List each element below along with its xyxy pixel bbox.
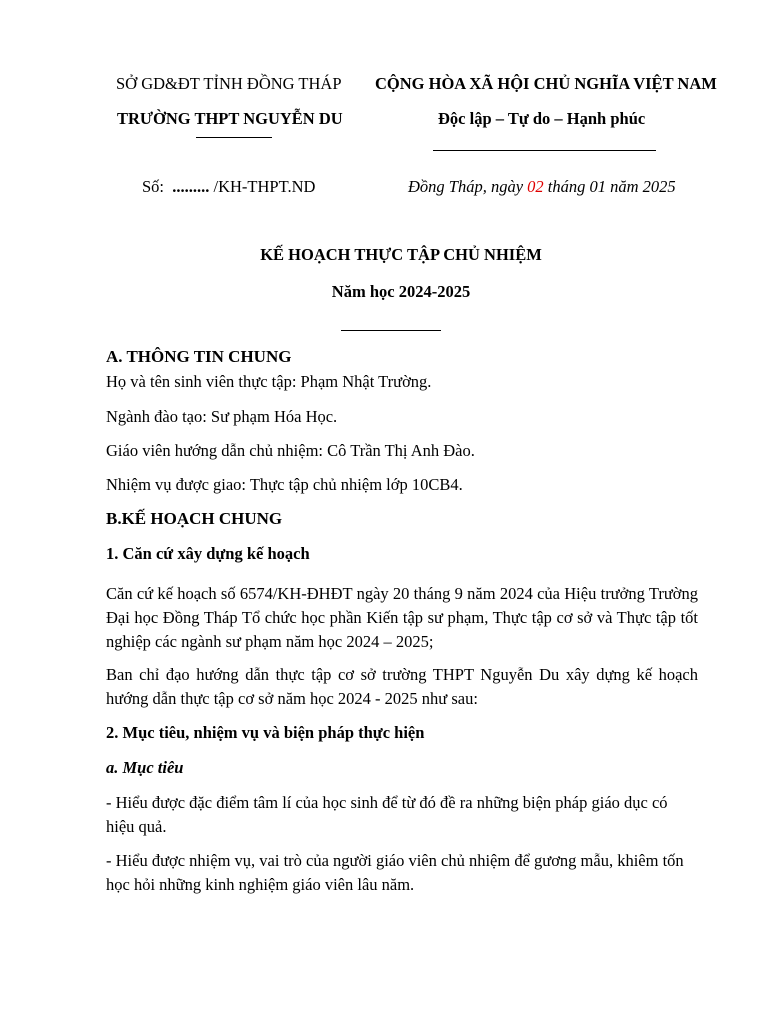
document-date bbox=[408, 177, 676, 197]
motto: Độc lập – Tự do – Hạnh phúc bbox=[438, 109, 646, 128]
objective-bullet-1: - Hiểu được đặc điểm tâm lí của học sinh để từ đó đề ra những biện pháp giáo dục có hiệu quả. bbox=[106, 793, 668, 836]
document-number bbox=[142, 177, 315, 197]
number-dots: ......... bbox=[172, 177, 210, 196]
subsection-2-heading: 2. Mục tiêu, nhiệm vụ và biện pháp thực hiện bbox=[106, 723, 425, 742]
date-suffix: tháng 01 năm 2025 bbox=[547, 177, 676, 196]
supervisor: Giáo viên hướng dẫn chủ nhiệm: Cô Trần Thị Anh Đào. bbox=[106, 441, 475, 460]
objective-bullet-2: - Hiểu được nhiệm vụ, vai trò của người giáo viên chủ nhiệm để gương mẫu, khiêm tốn học hỏi những kinh nghiệm giáo viên lâu năm. bbox=[106, 851, 684, 894]
section-b-heading: B.KẾ HOẠCH CHUNG bbox=[106, 509, 283, 528]
date-day: 02 bbox=[527, 177, 544, 196]
major: Ngành đào tạo: Sư phạm Hóa Học. bbox=[106, 407, 338, 426]
country-name: CỘNG HÒA XÃ HỘI CHỦ NGHĨA VIỆT NAM bbox=[375, 74, 717, 93]
school-year: Năm học 2024-2025 bbox=[331, 282, 471, 301]
date-prefix: Đồng Tháp, ngày bbox=[408, 177, 524, 196]
number-label: Số: bbox=[142, 177, 165, 196]
right-header-rule bbox=[433, 150, 656, 151]
subsection-2a-heading: a. Mục tiêu bbox=[106, 758, 184, 777]
number-suffix: /KH-THPT.ND bbox=[213, 177, 316, 196]
paragraph-basis: Căn cứ kế hoạch số 6574/KH-ĐHĐT ngày 20 tháng 9 năm 2024 của Hiệu trưởng Trường Đại học Đồng Tháp Tổ chức học phần Kiến tập sư phạm, Thực tập cơ sở và Thực tập tốt nghiệp các ngành sư phạm năm học 2024 – 2025; bbox=[106, 584, 698, 651]
paragraph-steering: Ban chỉ đạo hướng dẫn thực tập cơ sở trường THPT Nguyễn Du xây dựng kế hoạch hướng dẫn thực tập cơ sở năm học 2024 - 2025 như sau: bbox=[106, 665, 698, 708]
title-rule bbox=[341, 330, 441, 331]
subsection-1-heading: 1. Căn cứ xây dựng kế hoạch bbox=[106, 544, 310, 563]
assignment: Nhiệm vụ được giao: Thực tập chủ nhiệm lớp 10CB4. bbox=[106, 475, 463, 494]
school-name: TRƯỜNG THPT NGUYỄN DU bbox=[117, 109, 343, 128]
document-title: KẾ HOẠCH THỰC TẬP CHỦ NHIỆM bbox=[260, 245, 542, 264]
section-a-heading: A. THÔNG TIN CHUNG bbox=[106, 347, 292, 366]
student-name: Họ và tên sinh viên thực tập: Phạm Nhật Trường. bbox=[106, 372, 432, 391]
left-header-rule bbox=[196, 137, 272, 138]
dept-name: SỞ GD&ĐT TỈNH ĐỒNG THÁP bbox=[116, 74, 342, 93]
